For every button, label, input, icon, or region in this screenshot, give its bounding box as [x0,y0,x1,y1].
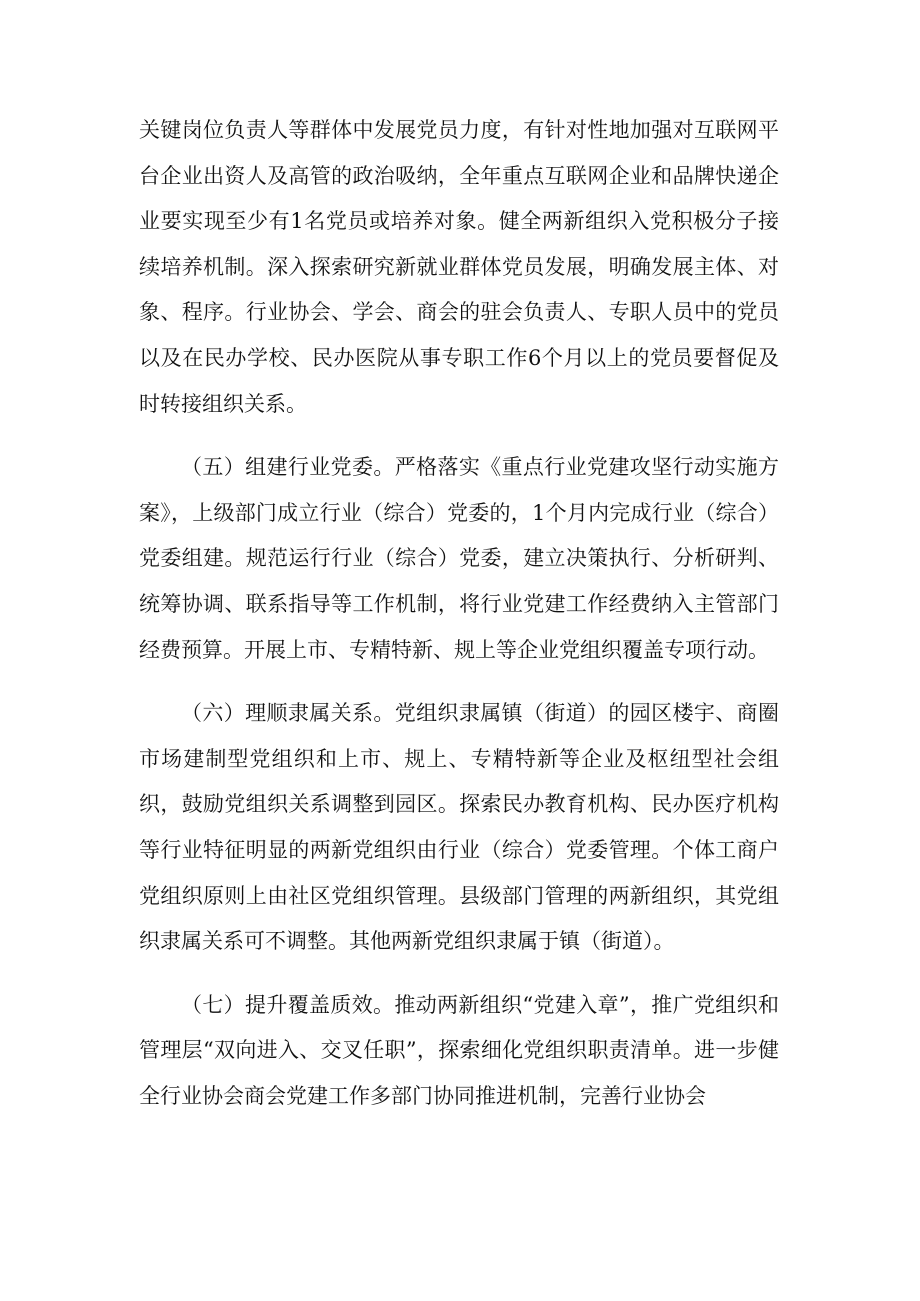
paragraph-section-5: （五）组建行业党委。严格落实《重点行业党建攻坚行动实施方案》，上级部门成立行业（综合）党委的，1个月内完成行业（综合）党委组建。规范运行行业（综合）党委，建立决策执行、分析研判、统筹协调、联系指导等工作机制，将行业党建工作经费纳入主管部门经费预算。开展上市、专精特新、规上等企业党组织覆盖专项行动。 [139,455,779,662]
paragraph-section-7: （七）提升覆盖质效。推动两新组织“党建入章”，推广党组织和管理层“双向进入、交叉任职”，探索细化党组织职责清单。进一步健全行业协会商会党建工作多部门协同推进机制，完善行业协会 [139,992,779,1108]
paragraph-section-6: （六）理顺隶属关系。党组织隶属镇（街道）的园区楼宇、商圈市场建制型党组织和上市、规上、专精特新等企业及枢纽型社会组织，鼓励党组织关系调整到园区。探索民办教育机构、民办医疗机构等行业特征明显的两新党组织由行业（综合）党委管理。个体工商户党组织原则上由社区党组织管理。县级部门管理的两新组织，其党组织隶属关系可不调整。其他两新党组织隶属于镇（街道）。 [139,701,779,954]
document-body [139,108,779,1119]
paragraph-continuation: 关键岗位负责人等群体中发展党员力度，有针对性地加强对互联网平台企业出资人及高管的政治吸纳，全年重点互联网企业和品牌快递企业要实现至少有1名党员或培养对象。健全两新组织入党积极分子接续培养机制。深入探索研究新就业群体党员发展，明确发展主体、对象、程序。行业协会、学会、商会的驻会负责人、专职人员中的党员以及在民办学校、民办医院从事专职工作6个月以上的党员要督促及时转接组织关系。 [139,118,779,416]
